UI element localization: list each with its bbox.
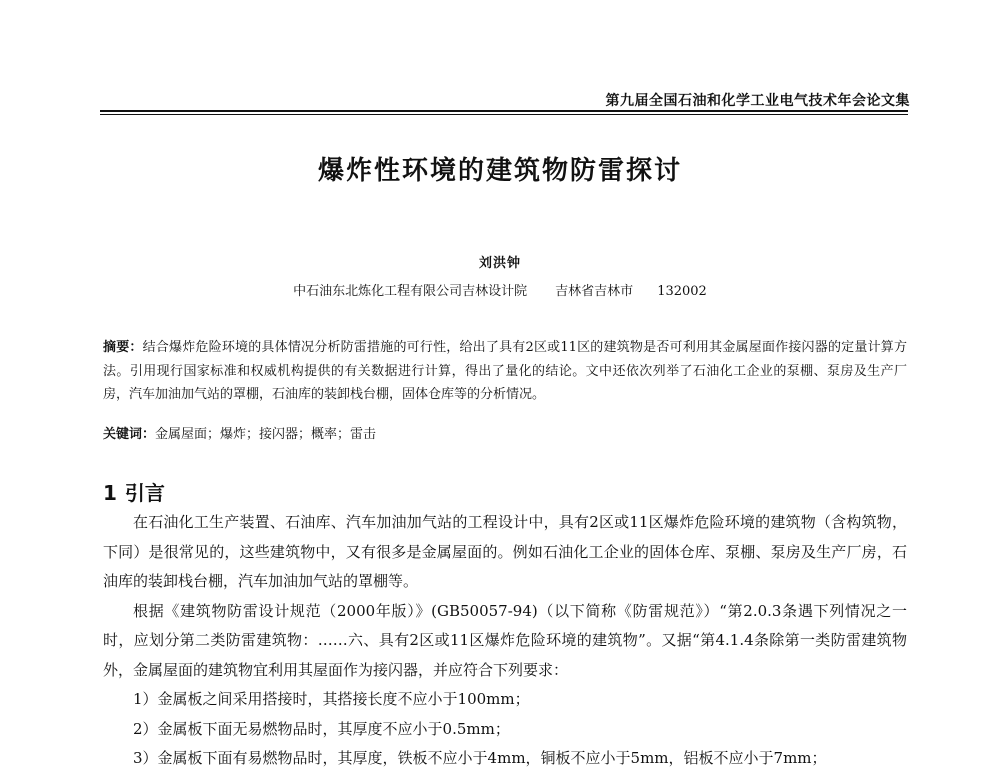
body-text: [103, 508, 907, 774]
keywords-block: [103, 423, 907, 442]
running-header: 第九届全国石油和化学工业电气技术年会论文集: [605, 93, 910, 109]
list-item: 1）金属板之间采用搭接时，其搭接长度不应小于100mm；: [133, 690, 530, 708]
author-name: 刘洪钟: [478, 256, 521, 271]
header-rule-thin: [100, 114, 908, 115]
list-item: 2）金属板下面无易燃物品时，其厚度不应小于0.5mm；: [133, 719, 510, 738]
paragraph: 根据《建筑物防雷设计规范（2000年版）》(GB50057-94)（以下简称《防雷规范》）“第2.0.3条遇下列情况之一时，应划分第二类防雷建筑物：……六、具有2区或11区爆炸危险环境的建筑物”。又据“第4.1.4条除第一类防雷建筑物外，金属屋面的建筑物宜利用其屋面作为接闪器，并应符合下列要求：: [103, 601, 907, 679]
affiliation-postcode: 132002: [657, 284, 707, 299]
header-rule-thick: [100, 110, 908, 112]
paragraph: 在石油化工生产装置、石油库、汽车加油加气站的工程设计中，具有2区或11区爆炸危险环境的建筑物（含构筑物，下同）是很常见的，这些建筑物中，又有很多是金属屋面的。例如石油化工企业的固体仓库、泵棚、泵房及生产厂房，石油库的装卸栈台棚，汽车加油加气站的罩棚等。: [103, 513, 907, 590]
affiliation-line: [0, 280, 1000, 299]
section-number: 1: [103, 481, 117, 505]
affiliation-location: 吉林省吉林市: [555, 284, 634, 299]
paper-title: 爆炸性环境的建筑物防雷探讨: [317, 156, 682, 186]
list-item: 3）金属板下面有易燃物品时，其厚度，铁板不应小于4mm，铜板不应小于5mm，铝板不应小于7mm；: [133, 749, 827, 767]
keywords-label: 关键词：: [103, 427, 156, 442]
abstract-label: 摘要：: [103, 340, 143, 355]
section-title: 引言: [124, 481, 165, 505]
abstract-block: [103, 336, 907, 407]
abstract-text: 结合爆炸危险环境的具体情况分析防雷措施的可行性，给出了具有2区或11区的建筑物是否可利用其金属屋面作接闪器的定量计算方法。引用现行国家标准和权威机构提供的有关数据进行计算，得出了量化的结论。文中还依次列举了石油化工企业的泵棚、泵房及生产厂房，汽车加油加气站的罩棚，石油库的装卸栈台棚，固体仓库等的分析情况。: [103, 340, 907, 402]
affiliation-org: 中石油东北炼化工程有限公司吉林设计院: [293, 284, 528, 299]
keywords-text: 金属屋面；爆炸；接闪器；概率；雷击: [155, 427, 377, 442]
section-heading: [103, 477, 165, 506]
